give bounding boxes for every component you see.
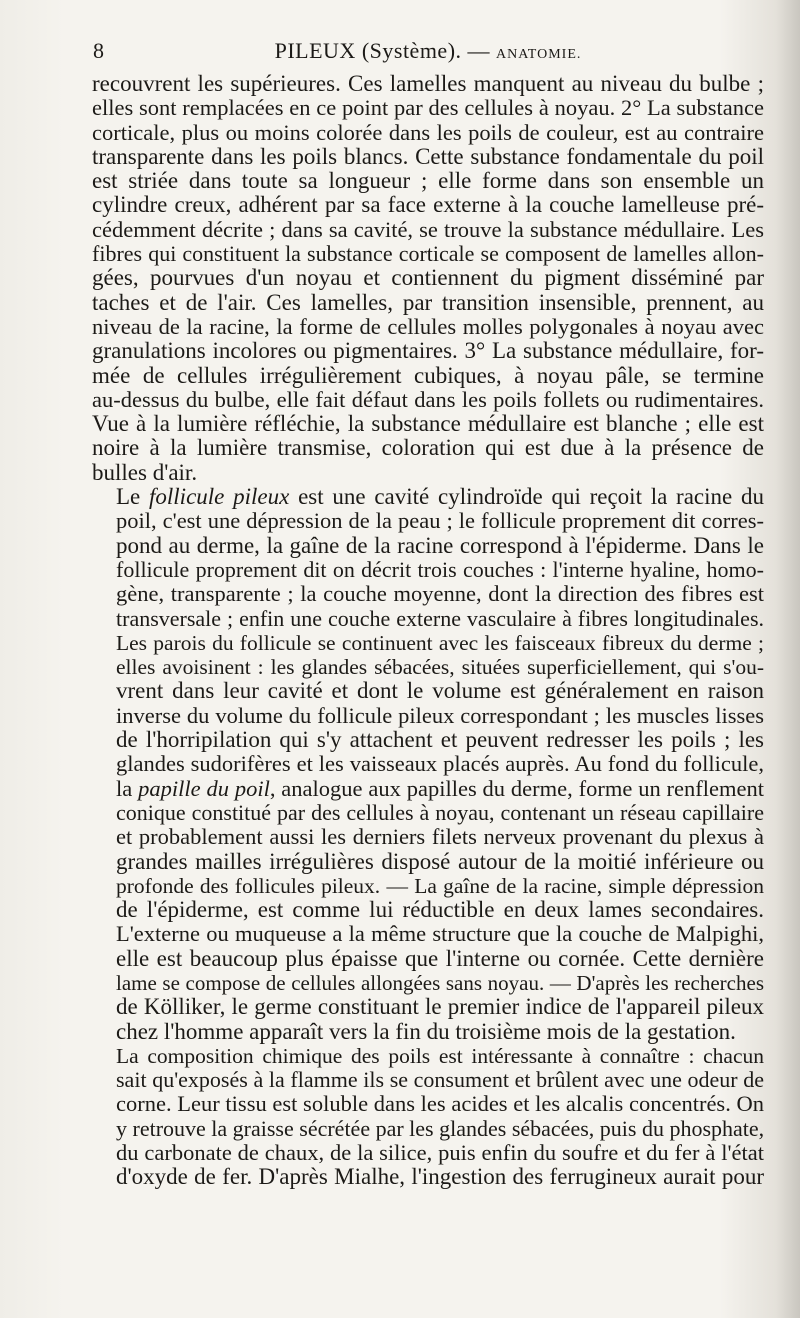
text-line: granulations incolores ou pigmentaires. 3° La substance médullaire, for- <box>92 338 764 364</box>
text-line: de l'horripilation qui s'y attachent et peuvent redresser les poils ; les <box>116 727 764 753</box>
body-text <box>92 72 764 1190</box>
text-line: vrent dans leur cavité et dont le volume est généralement en raison <box>116 678 764 704</box>
text-line: elle est beaucoup plus épaisse que l'interne ou cornée. Cette dernière <box>116 945 764 971</box>
text-line: follicule proprement dit on décrit trois couches : l'interne hyaline, homo- <box>116 556 764 582</box>
text-line: au-dessus du bulbe, elle fait défaut dans les poils follets ou rudimentaires. <box>92 386 764 412</box>
text-line: cédemment décrite ; dans sa cavité, se trouve la substance médullaire. Les <box>92 216 764 242</box>
text-line: grandes mailles irrégulières disposé autour de la moitié inférieure ou <box>116 848 764 874</box>
text-line: et probablement aussi les derniers filets nerveux provenant du plexus à <box>116 824 764 850</box>
paragraph-3 <box>92 1044 764 1190</box>
text-line: la papille du poil, analogue aux papilles du derme, forme un renflement <box>116 775 764 801</box>
text-line: gène, transparente ; la couche moyenne, dont la direction des fibres est <box>116 581 764 607</box>
text-line: cylindre creux, adhérent par sa face externe à la couche lamelleuse pré- <box>92 192 764 218</box>
text-line: corticale, plus ou moins colorée dans les poils de couleur, est au contraire <box>92 119 764 145</box>
running-head-dash: — <box>467 38 491 63</box>
text-line: fibres qui constituent la substance corticale se composent de lamelles allon- <box>92 241 764 267</box>
text-line: conique constitué par des cellules à noyau, contenant un réseau capillaire <box>116 799 764 825</box>
text-line: bulles d'air. <box>92 459 198 485</box>
page-number: 8 <box>93 38 104 63</box>
text-line: chez l'homme apparaît vers la fin du troisième mois de la gestation. <box>116 1018 736 1044</box>
paragraph-2 <box>92 485 764 1044</box>
text-line: lame se compose de cellules allongées sans noyau. — D'après les recherches <box>116 970 764 995</box>
text-line: inverse du volume du follicule pileux correspondant ; les muscles lisses <box>116 702 764 728</box>
text-line: est striée dans toute sa longueur ; elle forme dans son ensemble un <box>92 168 764 194</box>
running-head-section: ANATOMIE. <box>496 47 582 62</box>
italic-term: follicule pileux <box>149 484 290 510</box>
text-line: gées, pourvues d'un noyau et contiennent du pigment disséminé par <box>92 265 764 291</box>
text-line: poil, c'est une dépression de la peau ; le follicule proprement dit corres- <box>116 508 764 534</box>
text-line: transparente dans les poils blancs. Cette substance fondamentale du poil <box>92 143 764 169</box>
text-line: de Kölliker, le germe constituant le premier indice de l'appareil pileux <box>116 994 764 1020</box>
running-head-title: PILEUX (Système). <box>274 38 462 63</box>
page-header <box>93 38 763 68</box>
text-line: de l'épiderme, est comme lui réductible en deux lames secondaires. <box>116 897 764 923</box>
text-line: recouvrent les supérieures. Ces lamelles manquent au niveau du bulbe ; <box>92 71 764 96</box>
text-line: d'oxyde de fer. D'après Mialhe, l'ingestion des ferrugineux aurait pour <box>116 1164 764 1190</box>
text-line: elles sont remplacées en ce point par des cellules à noyau. 2° La substance <box>92 95 764 121</box>
paragraph-1 <box>92 72 764 485</box>
text-line: du carbonate de chaux, de la silice, puis enfin du soufre et du fer à l'état <box>116 1140 764 1166</box>
text-line: pond au derme, la gaîne de la racine correspond à l'épiderme. Dans le <box>116 532 764 558</box>
text-line: corne. Leur tissu est soluble dans les acides et les alcalis concentrés. On <box>116 1091 764 1117</box>
text-line: elles avoisinent : les glandes sébacées, situées superficiellement, qui s'ou- <box>116 655 764 680</box>
text-line: taches et de l'air. Ces lamelles, par transition insensible, prennent, au <box>92 289 764 315</box>
text-line: Le follicule pileux est une cavité cylindroïde qui reçoit la racine du <box>116 484 764 510</box>
text-line: transversale ; enfin une couche externe vasculaire à fibres longitudinales. <box>116 605 764 631</box>
text-line: profonde des follicules pileux. — La gaîne de la racine, simple dépression <box>116 873 764 898</box>
text-line: y retrouve la graisse sécrétée par les glandes sébacées, puis du phosphate, <box>116 1115 765 1141</box>
text-line: glandes sudorifères et les vaisseaux placés auprès. Au fond du follicule, <box>116 751 764 777</box>
text-line: La composition chimique des poils est intéressante à connaître : chacun <box>116 1043 764 1068</box>
text-line: L'externe ou muqueuse a la même structure que la couche de Malpighi, <box>116 921 764 947</box>
text-line: noire à la lumière transmise, coloration qui est due à la présence de <box>92 435 764 461</box>
text-line: niveau de la racine, la forme de cellules molles polygonales à noyau avec <box>92 313 764 339</box>
text-line: sait qu'exposés à la flamme ils se consument et brûlent avec une odeur de <box>116 1067 764 1093</box>
text-line: Vue à la lumière réfléchie, la substance médullaire est blanche ; elle est <box>92 411 764 437</box>
italic-term: papille du poil <box>138 775 270 801</box>
text-line: mée de cellules irrégulièrement cubiques, à noyau pâle, se termine <box>92 362 764 388</box>
running-head <box>93 38 763 64</box>
text-line: Les parois du follicule se continuent avec les faisceaux fibreux du derme ; <box>116 630 764 655</box>
